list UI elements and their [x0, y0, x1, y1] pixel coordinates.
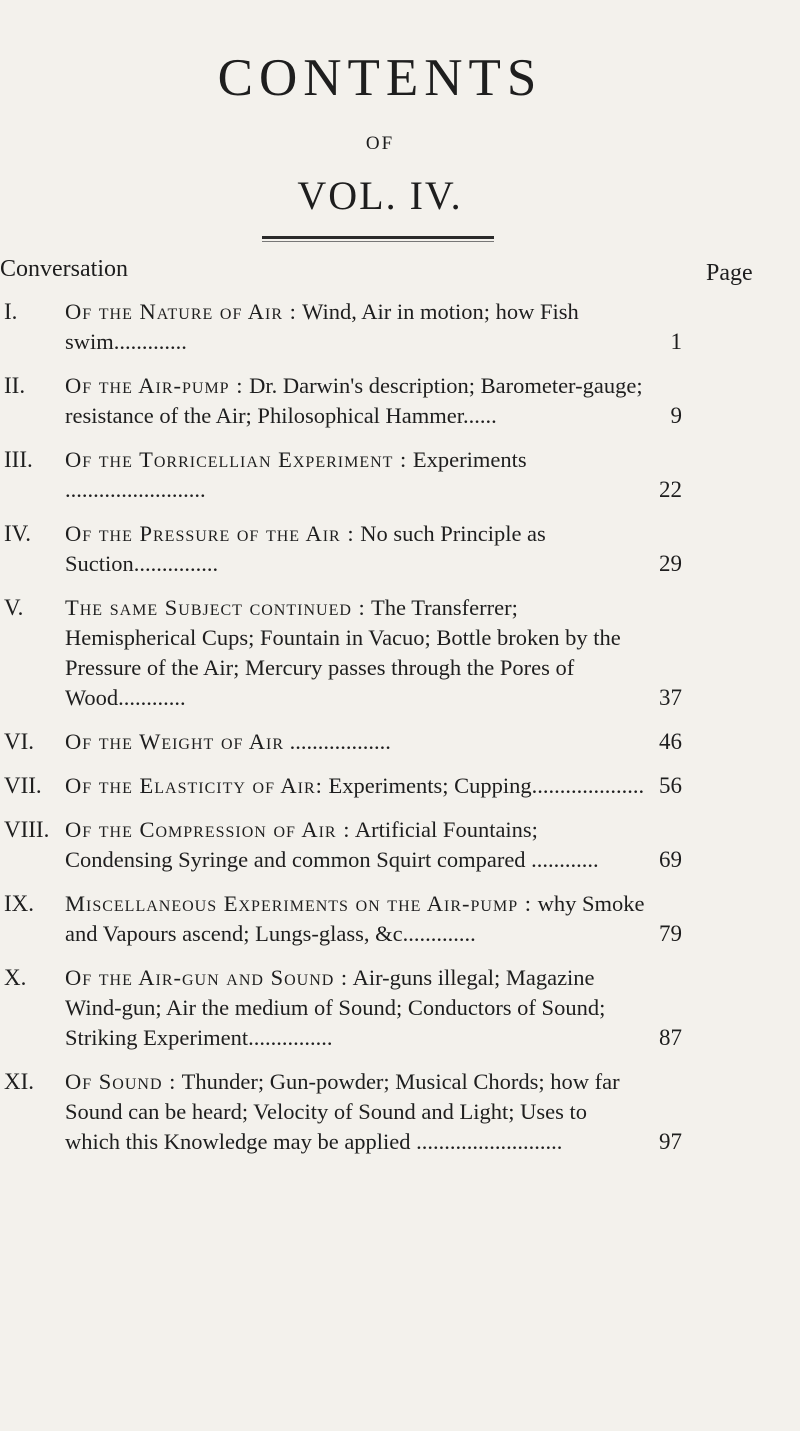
- entry-description: No such Principle as Suction...............: [65, 521, 546, 576]
- entry-number: X.: [4, 965, 27, 990]
- entry-text: [65, 771, 645, 801]
- entry-number: IV.: [4, 521, 32, 546]
- entry-page: 29: [659, 551, 682, 576]
- title-rule-thin: [262, 241, 494, 242]
- title-of: OF: [365, 133, 395, 154]
- entry-description: Wind, Air in motion; how Fish swim.............: [65, 299, 579, 354]
- list-item: [0, 889, 800, 949]
- entry-page: 1: [670, 329, 682, 354]
- list-item: [0, 771, 800, 801]
- entry-description: The Transferrer; Hemispherical Cups; Fountain in Vacuo; Bottle broken by the Pressure of the Air; Mercury passes through the Pores of Wood............: [65, 595, 621, 710]
- list-item: [0, 963, 800, 1053]
- entry-text: [65, 445, 645, 505]
- page-title: CONTENTS: [217, 49, 543, 107]
- list-item: [0, 593, 800, 713]
- title-rule: [262, 236, 494, 239]
- entry-description: Air-guns illegal; Magazine Wind-gun; Air the medium of Sound; Conductors of Sound; Striking Experiment...............: [65, 965, 606, 1050]
- entry-text: [65, 963, 645, 1053]
- entry-description: Thunder; Gun-powder; Musical Chords; how far Sound can be heard; Velocity of Sound and Light; Uses to which this Knowledge may be applied ..........................: [65, 1069, 620, 1154]
- list-item: [0, 727, 800, 757]
- list-item: [0, 297, 800, 357]
- entry-page: 46: [659, 729, 682, 754]
- entry-number: IX.: [4, 891, 35, 916]
- entry-page: 9: [670, 403, 682, 428]
- entry-description: Artificial Fountains; Condensing Syringe and common Squirt compared ............: [65, 817, 599, 872]
- entry-text: [65, 297, 645, 357]
- entry-number: VII.: [4, 773, 42, 798]
- page-heading: Page: [706, 260, 753, 286]
- list-item: [0, 445, 800, 505]
- entry-description: Dr. Darwin's description; Barometer-gauge; resistance of the Air; Philosophical Hammer......: [65, 373, 643, 428]
- entry-text: [65, 889, 645, 949]
- list-item: [0, 519, 800, 579]
- entry-number: VIII.: [4, 817, 50, 842]
- entry-description: Experiments .........................: [65, 447, 527, 502]
- entry-number: V.: [4, 595, 24, 620]
- entry-title: Of the Torricellian Experiment :: [65, 447, 408, 472]
- entry-text: [65, 727, 645, 757]
- entry-page: 56: [659, 773, 682, 798]
- entry-text: [65, 1067, 645, 1157]
- entry-text: [65, 519, 645, 579]
- entry-text: [65, 815, 645, 875]
- entry-text: [65, 371, 645, 431]
- contents-list: [0, 297, 800, 1171]
- entry-title: Of the Nature of Air :: [65, 299, 297, 324]
- volume-label: VOL. IV.: [297, 173, 463, 218]
- entry-number: II.: [4, 373, 26, 398]
- list-item: [0, 371, 800, 431]
- list-item: [0, 815, 800, 875]
- entry-number: I.: [4, 299, 18, 324]
- entry-page: 87: [659, 1025, 682, 1050]
- entry-page: 97: [659, 1129, 682, 1154]
- entry-title: Miscellaneous Experiments on the Air-pump :: [65, 891, 532, 916]
- entry-description: Experiments; Cupping....................: [322, 773, 645, 798]
- entry-text: [65, 593, 645, 713]
- entry-description: ..................: [284, 729, 391, 754]
- entry-number: III.: [4, 447, 33, 472]
- entry-title: Of the Compression of Air :: [65, 817, 351, 842]
- entry-page: 69: [659, 847, 682, 872]
- entry-number: XI.: [4, 1069, 35, 1094]
- entry-page: 37: [659, 685, 682, 710]
- entry-title: Of Sound :: [65, 1069, 177, 1094]
- list-item: [0, 1067, 800, 1157]
- entry-page: 79: [659, 921, 682, 946]
- entry-description: why Smoke and Vapours ascend; Lungs-glass, &c.............: [65, 891, 645, 946]
- entry-title: Of the Air-gun and Sound :: [65, 965, 349, 990]
- entry-title: Of the Air-pump :: [65, 373, 244, 398]
- entry-title: Of the Elasticity of Air:: [65, 773, 323, 798]
- conversation-heading: Conversation: [0, 256, 128, 282]
- entry-title: The same Subject continued :: [65, 595, 366, 620]
- entry-page: 22: [659, 477, 682, 502]
- entry-number: VI.: [4, 729, 35, 754]
- entry-title: Of the Pressure of the Air :: [65, 521, 355, 546]
- entry-title: Of the Weight of Air: [65, 729, 285, 754]
